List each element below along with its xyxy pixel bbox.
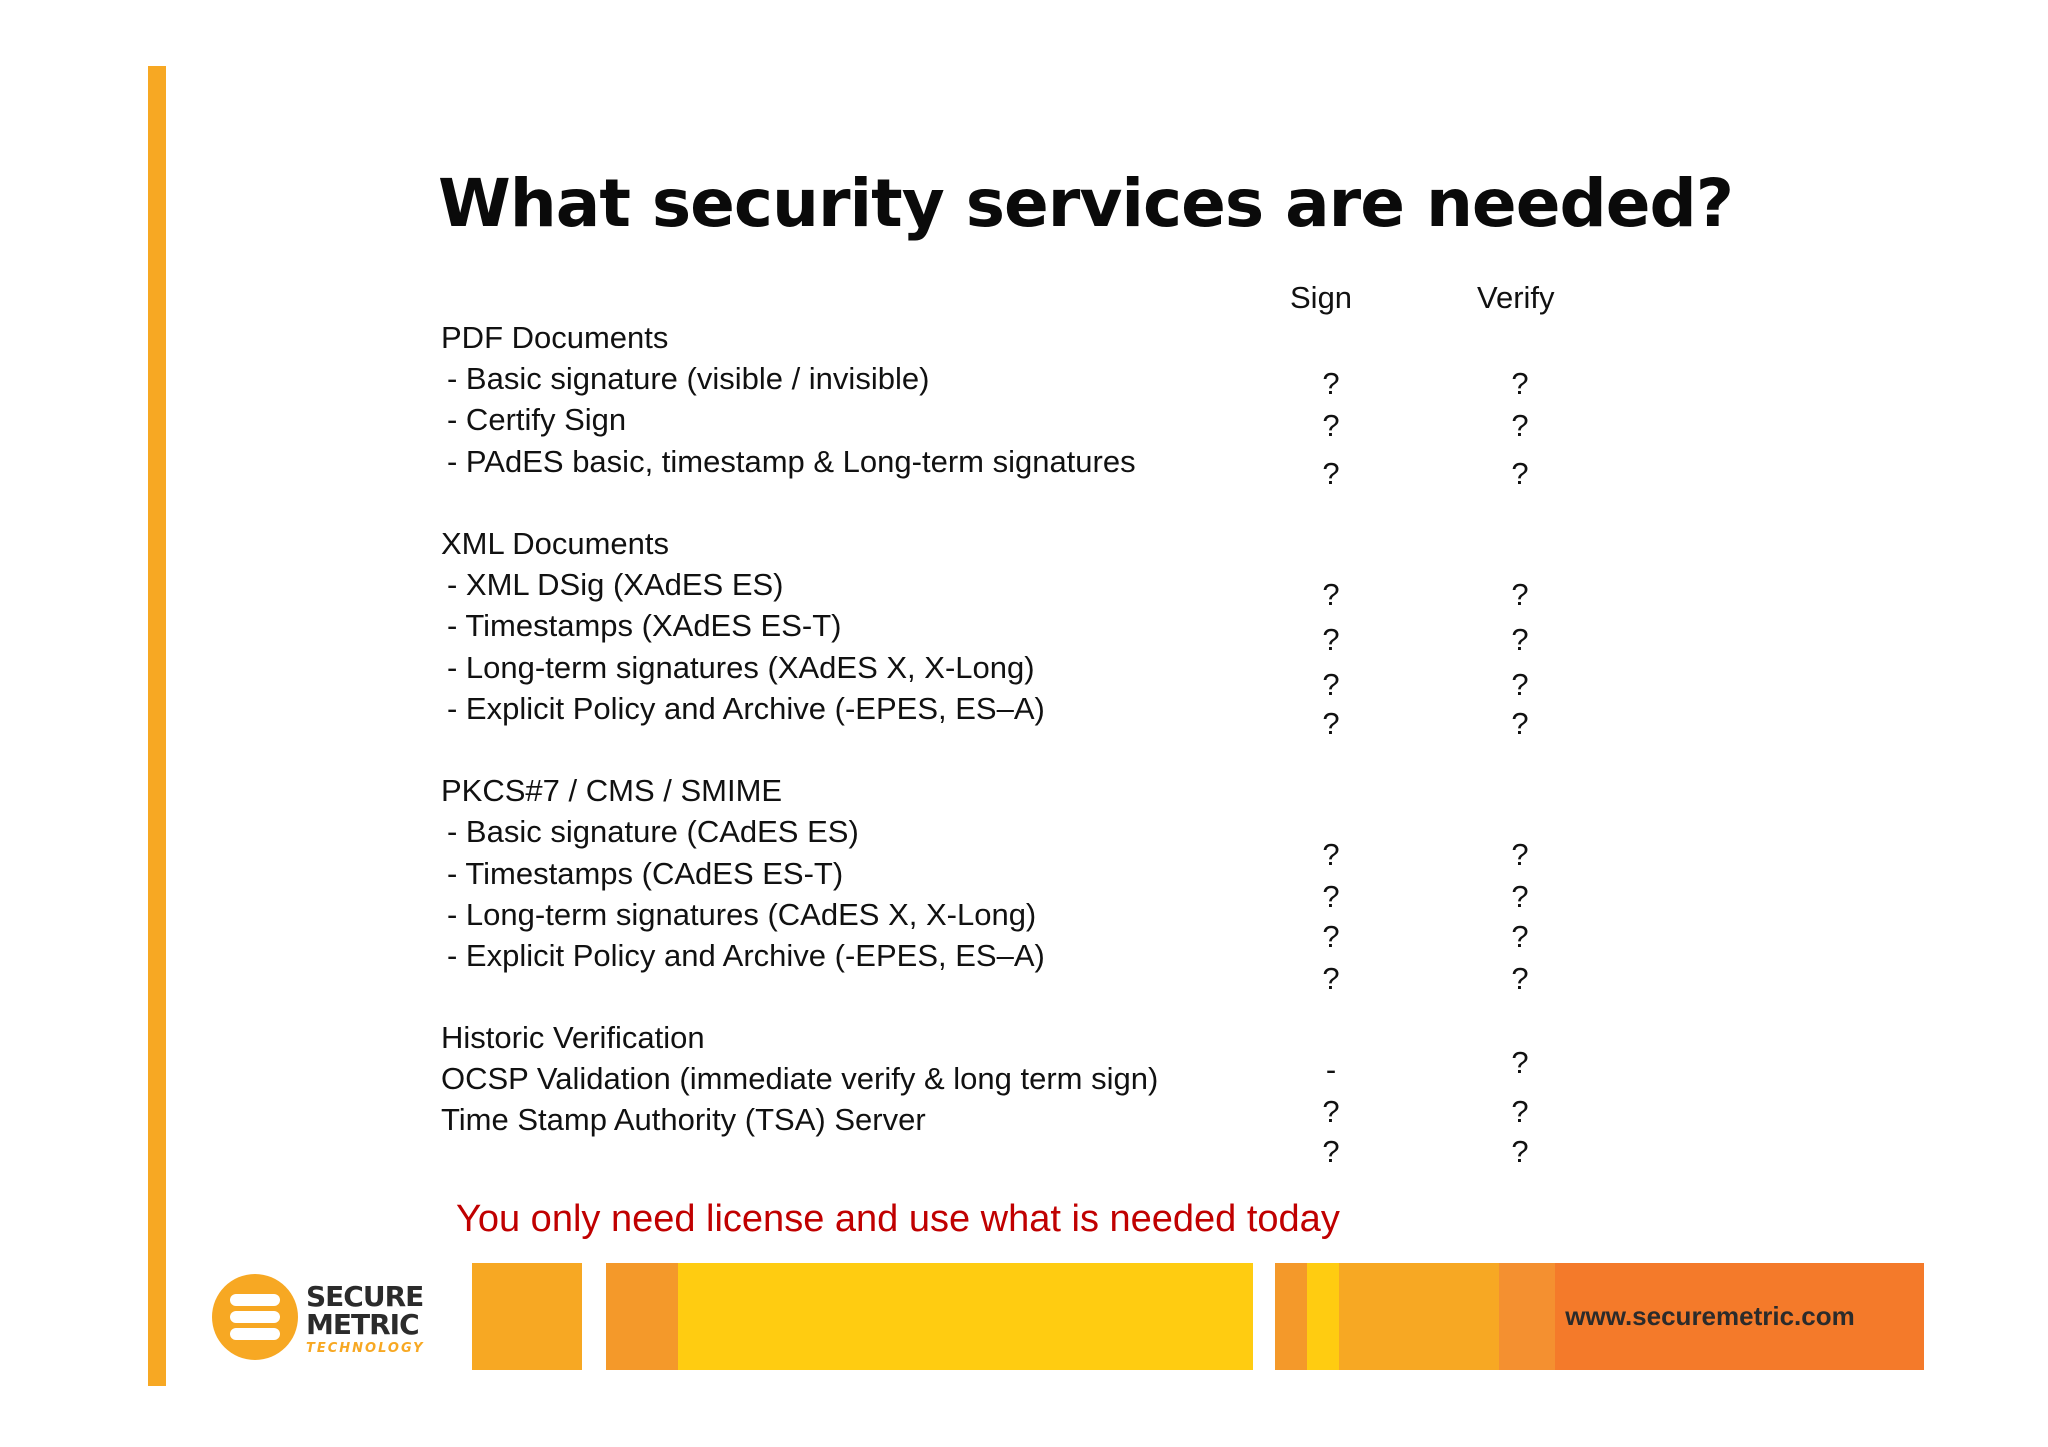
sign-mark: ? — [1322, 667, 1340, 702]
left-accent-bar — [148, 66, 166, 1386]
sign-mark: ? — [1322, 706, 1340, 741]
verify-mark: ? — [1511, 879, 1529, 914]
sign-mark: ? — [1322, 879, 1340, 914]
sign-mark: ? — [1322, 961, 1340, 996]
list-item: - Explicit Policy and Archive (-EPES, ES–A) — [447, 691, 1045, 726]
list-item: - Timestamps (CAdES ES-T) — [447, 856, 844, 891]
verify-mark: ? — [1511, 1134, 1529, 1169]
securemetric-wordmark — [306, 1280, 425, 1356]
logo-line-metric: METRIC — [306, 1308, 419, 1341]
list-item: - Certify Sign — [447, 402, 627, 437]
sign-mark: ? — [1322, 366, 1340, 401]
section-heading-xml: XML Documents — [441, 526, 669, 561]
sign-mark: ? — [1322, 837, 1340, 872]
footer-band-segment — [1307, 1263, 1339, 1370]
verify-mark: ? — [1511, 961, 1529, 996]
verify-mark: ? — [1511, 366, 1529, 401]
list-item: - Timestamps (XAdES ES-T) — [447, 608, 842, 643]
verify-mark: ? — [1511, 408, 1529, 443]
section-heading-pdf: PDF Documents — [441, 320, 669, 355]
list-item: - Basic signature (CAdES ES) — [447, 814, 859, 849]
sign-mark: ? — [1322, 408, 1340, 443]
section-heading-pkcs: PKCS#7 / CMS / SMIME — [441, 773, 783, 808]
column-header-sign: Sign — [1290, 280, 1353, 315]
tsa-server-label: Time Stamp Authority (TSA) Server — [441, 1102, 926, 1137]
sign-mark: ? — [1322, 1134, 1340, 1169]
list-item: - Basic signature (visible / invisible) — [447, 361, 930, 396]
license-note: You only need license and use what is needed today — [456, 1198, 1340, 1240]
list-item: - XML DSig (XAdES ES) — [447, 567, 784, 602]
securemetric-logo-icon — [210, 1272, 300, 1362]
footer-band-segment — [678, 1263, 1253, 1370]
sign-mark: ? — [1322, 919, 1340, 954]
sign-mark: ? — [1322, 577, 1340, 612]
logo-line-technology: TECHNOLOGY — [306, 1341, 425, 1356]
verify-mark: ? — [1511, 706, 1529, 741]
verify-mark: ? — [1511, 622, 1529, 657]
verify-mark: ? — [1511, 837, 1529, 872]
sign-mark: ? — [1322, 622, 1340, 657]
sign-mark: ? — [1322, 456, 1340, 491]
ocsp-validation-label: OCSP Validation (immediate verify & long term sign) — [441, 1061, 1159, 1096]
column-header-verify: Verify — [1477, 280, 1555, 315]
sign-mark: ? — [1322, 1094, 1340, 1129]
verify-mark: ? — [1511, 1045, 1529, 1080]
verify-mark: ? — [1511, 577, 1529, 612]
footer-band-segment — [1339, 1263, 1499, 1370]
footer-band-segment — [1499, 1263, 1555, 1370]
logo-line-secure: SECURE — [306, 1280, 424, 1313]
list-item: - Explicit Policy and Archive (-EPES, ES–A) — [447, 938, 1045, 973]
website-url[interactable]: www.securemetric.com — [1565, 1301, 1855, 1331]
verify-mark: ? — [1511, 667, 1529, 702]
list-item: - PAdES basic, timestamp & Long-term signatures — [447, 444, 1136, 479]
list-item: - Long-term signatures (CAdES X, X-Long) — [447, 897, 1037, 932]
verify-mark: ? — [1511, 456, 1529, 491]
footer-band-segment — [472, 1263, 582, 1370]
verify-mark: ? — [1511, 919, 1529, 954]
sign-mark: - — [1325, 1052, 1337, 1087]
historic-verification-label: Historic Verification — [441, 1020, 705, 1055]
verify-mark: ? — [1511, 1094, 1529, 1129]
slide-title: What security services are needed? — [438, 165, 1733, 242]
list-item: - Long-term signatures (XAdES X, X-Long) — [447, 650, 1035, 685]
footer-band-segment — [1275, 1263, 1307, 1370]
footer-band-segment — [606, 1263, 678, 1370]
